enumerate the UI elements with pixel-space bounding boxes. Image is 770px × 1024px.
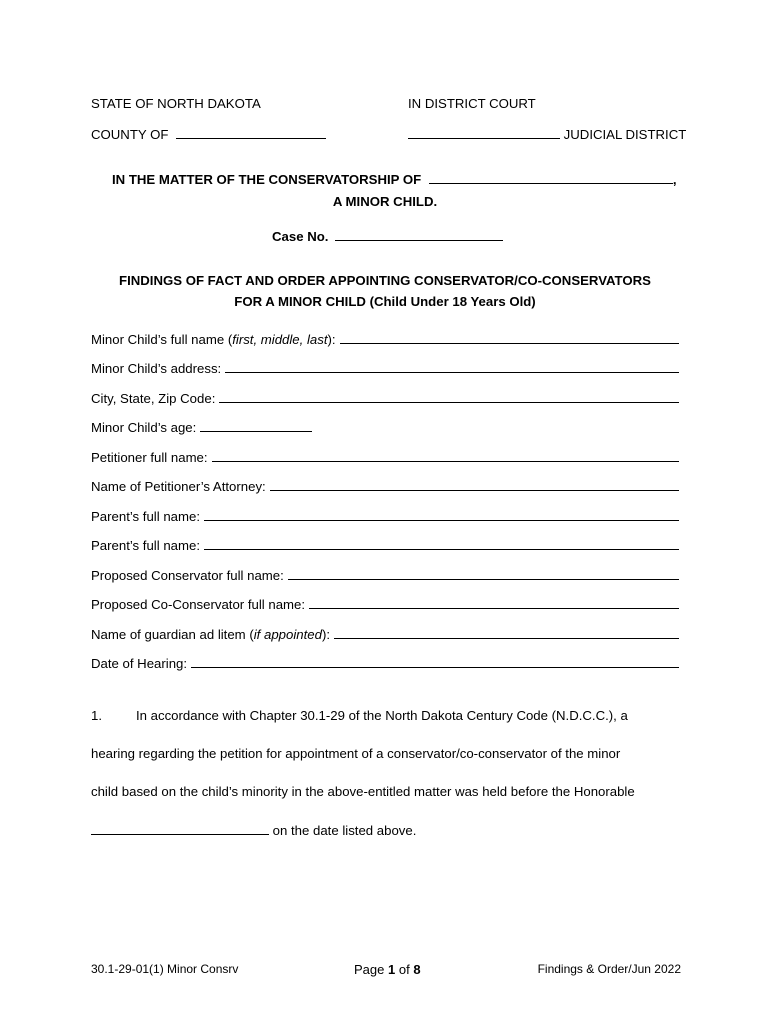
co-conservator-field — [91, 596, 679, 612]
case-row — [272, 228, 503, 244]
conservator-field — [91, 567, 679, 583]
document-title-line1: FINDINGS OF FACT AND ORDER APPOINTING CONSERVATOR/CO-CONSERVATORS — [119, 273, 651, 288]
petitioner-label: Petitioner full name: — [91, 450, 208, 465]
document-title-line2: FOR A MINOR CHILD (Child Under 18 Years Old) — [234, 294, 536, 309]
judicial-district-label: JUDICIAL DISTRICT — [563, 127, 687, 142]
hearing-date-label: Date of Hearing: — [91, 656, 188, 671]
city-state-zip-blank[interactable] — [219, 390, 679, 403]
minor-child-label: A MINOR CHILD. — [332, 194, 438, 209]
conservator-label: Proposed Conservator full name: — [91, 568, 284, 583]
judge-name-blank[interactable] — [91, 822, 269, 835]
paragraph-number: 1. — [91, 708, 102, 723]
petitioner-attorney-field — [91, 478, 679, 494]
parent1-blank[interactable] — [204, 508, 679, 521]
conservator-blank[interactable] — [288, 567, 679, 580]
paragraph-1-line4-text: on the date listed above. — [272, 823, 417, 838]
case-number-blank[interactable] — [335, 228, 503, 241]
paragraph-1-line1 — [91, 708, 628, 723]
petitioner-field — [91, 449, 679, 465]
co-conservator-label: Proposed Co-Conservator full name: — [91, 597, 306, 612]
child-address-field — [91, 360, 679, 376]
child-name-blank[interactable] — [340, 331, 679, 344]
child-age-field — [91, 419, 679, 435]
child-name-label: Minor Child’s full name (first, middle, last): — [91, 332, 336, 347]
conservatee-name-blank[interactable] — [429, 171, 673, 184]
court-label: IN DISTRICT COURT — [408, 96, 536, 111]
city-state-zip-field — [91, 390, 679, 406]
footer-form-id: 30.1-29-01(1) Minor Consrv — [91, 962, 239, 976]
paragraph-1-line4 — [91, 822, 416, 838]
child-address-label: Minor Child’s address: — [91, 361, 222, 376]
matter-comma: , — [672, 172, 677, 187]
county-row — [91, 126, 326, 142]
matter-row — [112, 171, 677, 187]
paragraph-1-text-line1: In accordance with Chapter 30.1-29 of the North Dakota Century Code (N.D.C.C.), a — [136, 708, 628, 723]
hearing-date-blank[interactable] — [191, 655, 679, 668]
county-label: COUNTY OF — [91, 127, 169, 142]
parent2-blank[interactable] — [204, 537, 679, 550]
paragraph-1-line3: child based on the child’s minority in the above-entitled matter was held before the Honorable — [91, 784, 635, 799]
case-label: Case No. — [272, 229, 329, 244]
parent1-field — [91, 508, 679, 524]
matter-label: IN THE MATTER OF THE CONSERVATORSHIP OF — [112, 172, 422, 187]
petitioner-attorney-blank[interactable] — [270, 478, 679, 491]
footer-form-title: Findings & Order/Jun 2022 — [537, 962, 681, 976]
child-age-label: Minor Child’s age: — [91, 420, 197, 435]
co-conservator-blank[interactable] — [309, 596, 679, 609]
county-blank[interactable] — [176, 126, 326, 139]
child-name-field — [91, 331, 679, 347]
district-row — [408, 126, 686, 142]
paragraph-1-line2: hearing regarding the petition for appointment of a conservator/co-conservator of the minor — [91, 746, 621, 761]
petitioner-attorney-label: Name of Petitioner’s Attorney: — [91, 479, 266, 494]
guardian-ad-litem-blank[interactable] — [334, 626, 679, 639]
petitioner-blank[interactable] — [212, 449, 679, 462]
guardian-ad-litem-field — [91, 626, 679, 642]
district-blank[interactable] — [408, 126, 560, 139]
state-label: STATE OF NORTH DAKOTA — [91, 96, 261, 111]
parent2-field — [91, 537, 679, 553]
child-address-blank[interactable] — [225, 360, 679, 373]
child-age-blank[interactable] — [200, 419, 312, 432]
parent2-label: Parent’s full name: — [91, 538, 200, 553]
guardian-ad-litem-label: Name of guardian ad litem (if appointed): — [91, 627, 330, 642]
hearing-date-field — [91, 655, 679, 671]
footer-page-number: Page 1 of 8 — [354, 962, 421, 977]
city-state-zip-label: City, State, Zip Code: — [91, 391, 216, 406]
parent1-label: Parent’s full name: — [91, 509, 200, 524]
